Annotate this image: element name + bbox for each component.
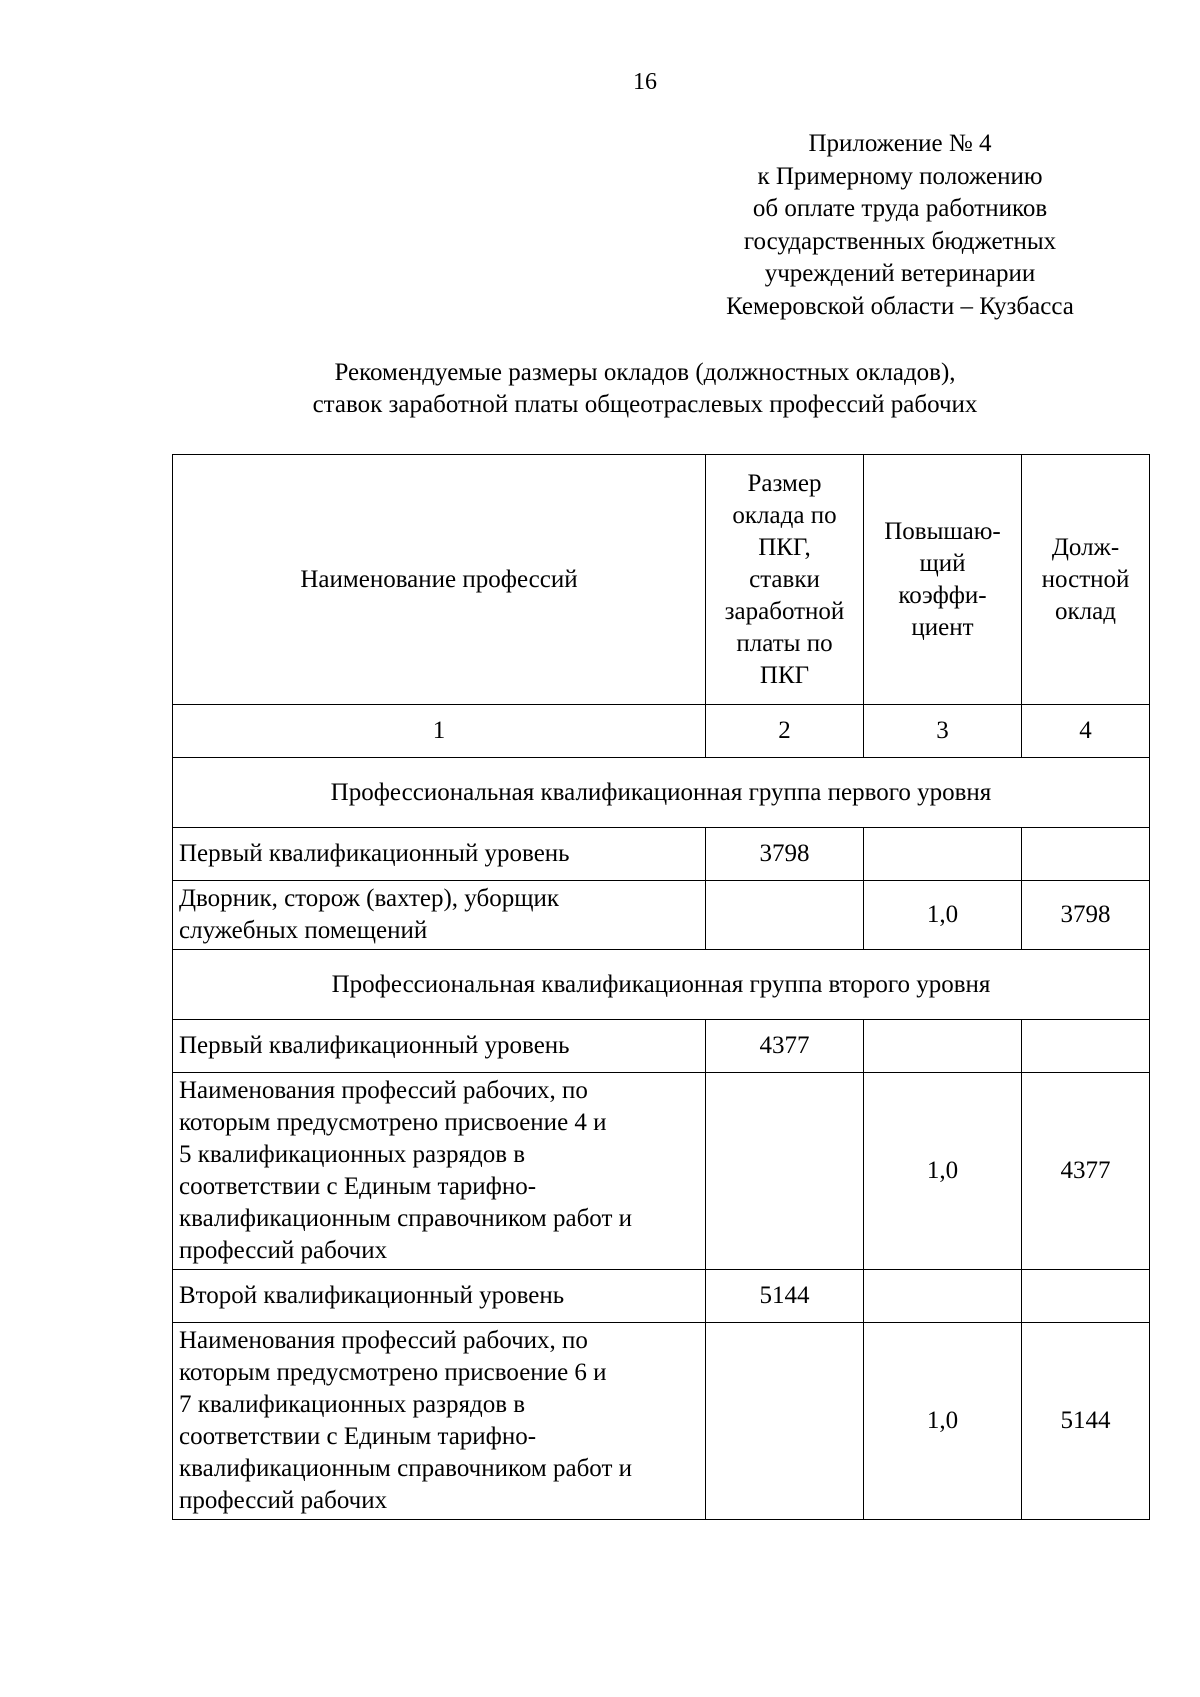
cell-line: оклада по [732,501,837,529]
cell-line: служебных помещений [179,917,428,944]
header-coefficient [864,455,1022,705]
cell-line: Повышаю- [884,517,1001,545]
profession-name-cell [173,1073,706,1270]
table-row [173,1020,1150,1073]
profession-name-cell [173,1323,706,1520]
base-salary-cell [706,1073,864,1270]
cell-line: Наименования профессий рабочих, по [179,1077,588,1104]
table-header-row [173,455,1150,705]
header-base-salary [706,455,864,705]
base-salary-cell: 3798 [706,828,864,881]
cell-line: 5 квалификационных разрядов в [179,1141,526,1168]
coefficient-cell [864,1020,1022,1073]
title-line: ставок заработной платы общеотраслевых профессий рабочих [312,391,978,418]
base-salary-cell [706,881,864,950]
cell-line: оклад [1055,597,1116,625]
cell-line: ПКГ [759,661,810,689]
appendix-line: государственных бюджетных [743,227,1057,255]
position-salary-cell: 3798 [1022,881,1150,950]
column-number: 2 [706,705,864,758]
appendix-line: Кемеровской области – Кузбасса [726,292,1074,320]
cell-line: заработной [724,597,845,625]
position-salary-cell: 5144 [1022,1323,1150,1520]
column-number: 4 [1022,705,1150,758]
cell-line: Второй квалификационный уровень [179,1282,565,1309]
position-salary-cell [1022,1270,1150,1323]
coefficient-cell [864,828,1022,881]
cell-line: соответствии с Единым тарифно- [179,1173,537,1200]
table-row [173,1073,1150,1270]
document-title [172,357,1118,421]
table-row [173,1323,1150,1520]
cell-line: циент [911,613,974,641]
coefficient-cell [864,1270,1022,1323]
profession-name-cell [173,828,706,881]
cell-line: коэффи- [898,581,987,609]
cell-line: 7 квалификационных разрядов в [179,1391,526,1418]
appendix-line: Приложение № 4 [808,130,992,157]
page-number: 16 [633,69,657,95]
profession-name-cell [173,1020,706,1073]
cell-line: Долж- [1051,533,1120,561]
column-number: 3 [864,705,1022,758]
appendix-line: к Примерному положению [757,162,1043,190]
cell-line: профессий рабочих [179,1237,388,1264]
coefficient-cell: 1,0 [864,1323,1022,1520]
cell-line: Дворник, сторож (вахтер), уборщик [179,885,559,912]
table-body [173,758,1150,1520]
cell-line: Первый квалификационный уровень [179,1032,570,1059]
appendix-line: об оплате труда работников [752,195,1048,222]
group-header-row [173,758,1150,828]
position-salary-cell: 4377 [1022,1073,1150,1270]
group-title: Профессиональная квалификационная группа второго уровня [173,950,1150,1020]
cell-line: Наименования профессий рабочих, по [179,1327,588,1354]
cell-line: которым предусмотрено присвоение 4 и [179,1109,607,1136]
profession-name-cell [173,1270,706,1323]
coefficient-cell: 1,0 [864,881,1022,950]
cell-line: Наименование профессий [300,565,578,593]
header-position-salary [1022,455,1150,705]
appendix-header [640,128,1160,323]
base-salary-cell: 4377 [706,1020,864,1073]
coefficient-cell: 1,0 [864,1073,1022,1270]
salary-table [172,454,1150,1520]
column-number-row [173,705,1150,758]
column-number: 1 [173,705,706,758]
cell-line: Первый квалификационный уровень [179,840,570,867]
base-salary-cell [706,1323,864,1520]
position-salary-cell [1022,828,1150,881]
cell-line: соответствии с Единым тарифно- [179,1423,537,1450]
title-line: Рекомендуемые размеры окладов (должностных окладов), [334,359,956,386]
cell-line: которым предусмотрено присвоение 6 и [179,1359,607,1386]
table-row [173,1270,1150,1323]
position-salary-cell [1022,1020,1150,1073]
cell-line: профессий рабочих [179,1487,388,1514]
base-salary-cell: 5144 [706,1270,864,1323]
group-header-row [173,950,1150,1020]
table-row [173,828,1150,881]
cell-line: квалификационным справочником работ и [179,1455,633,1482]
appendix-line: учреждений ветеринарии [764,260,1036,287]
cell-line: Размер [747,469,822,497]
cell-line: платы по [736,629,833,657]
cell-line: квалификационным справочником работ и [179,1205,633,1232]
cell-line: щий [919,549,966,577]
cell-line: ПКГ, [758,533,811,561]
table-row [173,881,1150,950]
cell-line: ставки [749,565,820,593]
header-profession-name [173,455,706,705]
cell-line: ностной [1041,565,1130,593]
profession-name-cell [173,881,706,950]
group-title: Профессиональная квалификационная группа первого уровня [173,758,1150,828]
